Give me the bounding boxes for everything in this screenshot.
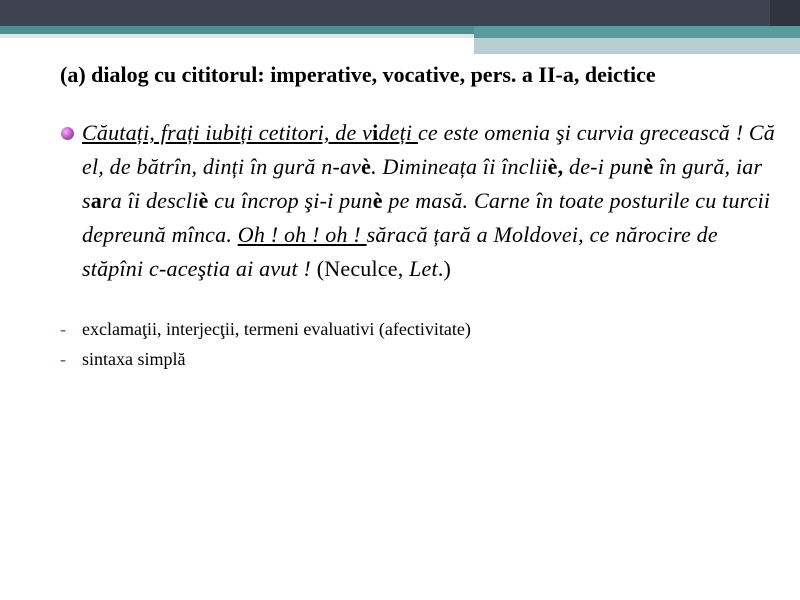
- top-band-teal-right: [474, 26, 800, 38]
- quote-citation: (Neculce,: [316, 256, 410, 281]
- top-band-light-left: [0, 34, 474, 38]
- dash-bullet-icon: -: [60, 349, 66, 369]
- list-item: - sintaxa simplă: [60, 344, 780, 374]
- slide-heading: (a) dialog cu cititorul: imperative, vocative, pers. a II-a, deictice: [60, 62, 656, 87]
- bullet-dot-icon: [61, 127, 74, 140]
- quote-underlined-start: Căutați, frați iubiți cetitori, de videți: [82, 120, 418, 145]
- dash-bullet-icon: -: [60, 319, 66, 339]
- dash-list: [60, 314, 780, 374]
- top-band-teal-left: [0, 26, 474, 34]
- top-band-light-right: [474, 38, 800, 54]
- quote-exclamation-underlined: Oh ! oh ! oh !: [237, 222, 367, 247]
- quote-bullet-item: [60, 116, 780, 286]
- top-band-dark: [0, 0, 800, 26]
- quote-citation-source: Let: [409, 256, 438, 281]
- slide-content: [60, 58, 780, 374]
- quote-text: Căutați, frați iubiți cetitori, de videți ce este omenia şi curvia grecească ! Că el, de bătrîn, dinți în gură n-avè. Dimineața îi încliiè, de-i punè în gură, iar sara îi descliè cu încrop şi-i punè pe masă. Carne în toate posturile cu turcii depreună mînca. Oh ! oh ! oh ! săracă țară a Moldovei, ce nărocire de stăpîni c-aceştia ai avut ! (Neculce, Let.): [82, 120, 775, 281]
- top-band-corner: [770, 0, 800, 26]
- list-item: - exclamaţii, interjecţii, termeni evaluativi (afectivitate): [60, 314, 780, 344]
